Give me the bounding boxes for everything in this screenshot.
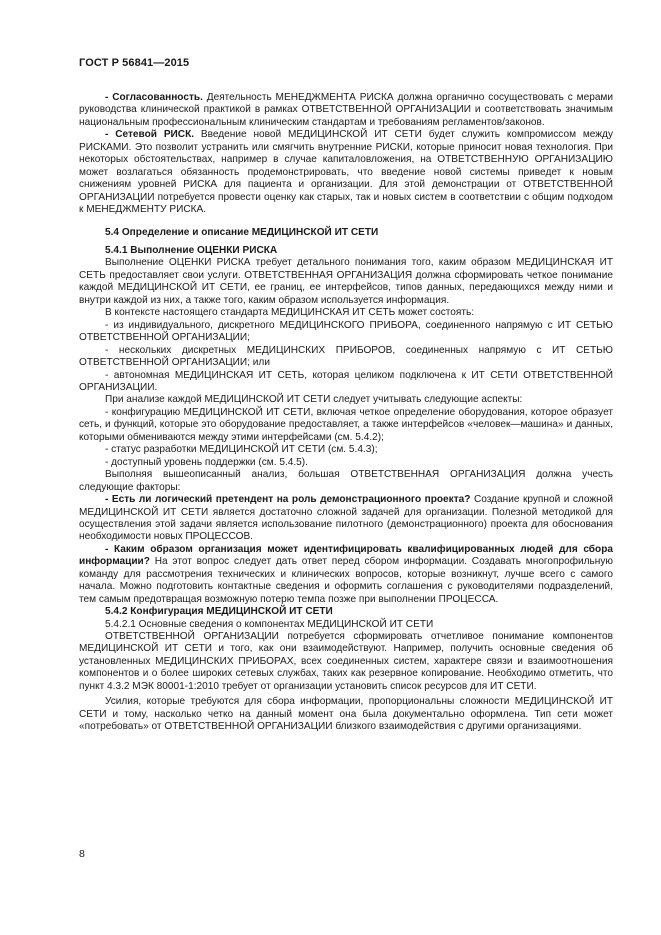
document-header: ГОСТ Р 56841—2015: [79, 57, 190, 69]
paragraph: В контексте настоящего стандарта МЕДИЦИНСКАЯ ИТ СЕТЬ может состоять:: [105, 307, 475, 319]
section-heading-5-4-2-1: 5.4.2.1 Основные сведения о компонентах МЕДИЦИНСКОЙ ИТ СЕТИ: [105, 618, 434, 630]
paragraph: ОТВЕТСТВЕННОЙ ОРГАНИЗАЦИИ потребуется сформировать отчетливое понимание компонентов МЕДИЦИНСКОЙ ИТ СЕТИ и того, как они взаимодействуют. Например, получить основные сведения об установленных МЕДИЦИНСКИХ ПРИБОРАХ, всех соединенных систем, характере связи и взаимоотношения компонентов и о более широких сетевых службах, таких как резервное копирование. Необходимо отметить, что пункт 4.3.2 МЭК 80001-1:2010 требует от организации установить список ресурсов для ИТ СЕТИ.: [79, 631, 613, 692]
list-item: [79, 494, 613, 544]
paragraph-text: На этот вопрос следует дать ответ перед сбором информации. Создавать многопрофильную команду для рассмотрения технических и клинических вопросов, которые возникнут, лучше всего с самого начала. Можно подготовить контактные сведения и оформить соглашения с руководителями подразделений, тем самым предотвращая возможную потерю темпа позже при выполнении ПРОЦЕССА.: [79, 556, 613, 605]
paragraph: При анализе каждой МЕДИЦИНСКОЙ ИТ СЕТИ следует учитывать следующие аспекты:: [105, 394, 523, 406]
list-item: - статус разработки МЕДИЦИНСКОЙ ИТ СЕТИ (см. 5.4.3);: [105, 444, 378, 456]
page-number: 8: [79, 848, 85, 860]
paragraph-lead: - Согласованность.: [105, 92, 203, 103]
list-item: - нескольких дискретных МЕДИЦИНСКИХ ПРИБОРОВ, соединенных напрямую с ИТ СЕТЬЮ ОТВЕТСТВЕННОЙ ОРГАНИЗАЦИИ; или: [79, 344, 613, 369]
paragraph-text: Создание крупной и сложной МЕДИЦИНСКОЙ ИТ СЕТИ является достаточно сложной задачей для организации. Полезной методикой для осуществления этой задачи является использование пилотного (демонстрационного) проекта для обоснования необходимости новых ПРОЦЕССОВ.: [79, 494, 613, 543]
list-item: [79, 544, 613, 606]
list-item: - доступный уровень поддержки (см. 5.4.5).: [105, 456, 308, 468]
paragraph-network-risk: [79, 129, 613, 216]
paragraph-lead: - Сетевой РИСК.: [105, 129, 195, 141]
list-item: - автономная МЕДИЦИНСКАЯ ИТ СЕТЬ, которая целиком подключена к ИТ СЕТИ ОТВЕТСТВЕННОЙ ОРГАНИЗАЦИИ.: [79, 369, 613, 393]
paragraph-lead: - Каким образом организация может идентифицировать квалифицированных людей для сбора информации?: [79, 543, 613, 568]
paragraph-lead: - Есть ли логический претендент на роль демонстрационного проекта?: [105, 494, 471, 506]
paragraph-consistency: [79, 92, 613, 129]
section-heading-5-4-2: 5.4.2 Конфигурация МЕДИЦИНСКОЙ ИТ СЕТИ: [105, 606, 333, 618]
paragraph: Усилия, которые требуются для сбора информации, пропорциональны сложности МЕДИЦИНСКОЙ ИТ СЕТИ и тому, насколько четко на данный момент она была документально оформлена. Тип сети может «потребовать» от ОТВЕТСТВЕННОЙ ОРГАНИЗАЦИИ близкого взаимодействия с другими организациями.: [79, 696, 613, 733]
list-item: - из индивидуального, дискретного МЕДИЦИНСКОГО ПРИБОРА, соединенного напрямую с ИТ СЕТЬЮ ОТВЕТСТВЕННОЙ ОРГАНИЗАЦИИ;: [79, 319, 613, 344]
section-heading-5-4-1: 5.4.1 Выполнение ОЦЕНКИ РИСКА: [105, 244, 278, 256]
section-heading-5-4: 5.4 Определение и описание МЕДИЦИНСКОЙ ИТ СЕТИ: [105, 226, 379, 238]
paragraph-text: Введение новой МЕДИЦИНСКОЙ ИТ СЕТИ будет служить компромиссом между РИСКАМИ. Это позволит устранить или смягчить внутренние РИСКИ, которые приносит новая технология. При некоторых обстоятельствах, например в случае капиталовложения, на ОТВЕТСТВЕННУЮ ОРГАНИЗАЦИЮ может возлагаться обязанность продемонстрировать, что введение новой системы приведет к новым снижениям уровней РИСКА для пациента и организации. Для этой демонстрации от ОТВЕТСТВЕННОЙ ОРГАНИЗАЦИИ потребуется провести оценку как старых, так и новых систем в соответствии с общим подходом к МЕНЕДЖМЕНТУ РИСКА.: [79, 129, 613, 216]
document-body: [79, 92, 613, 734]
paragraph-text: Деятельность МЕНЕДЖМЕНТА РИСКА должна органично сосуществовать с мерами руководства клинической практикой в рамках ОТВЕТСТВЕННОЙ ОРГАНИЗАЦИИ и соответствовать значимым национальным профессиональным клиническим стандартам и требованиям регламентов/законов.: [79, 92, 614, 128]
paragraph: Выполнение ОЦЕНКИ РИСКА требует детального понимания того, каким образом МЕДИЦИНСКАЯ ИТ СЕТЬ предоставляет свои услуги. ОТВЕТСТВЕННАЯ ОРГАНИЗАЦИЯ должна сформировать четкое понимание каждой МЕДИЦИНСКОЙ ИТ СЕТИ, ее границ, ее интерфейсов, типов данных, передающихся между ними и внутри каждой из них, а также того, каким образом используется информация.: [79, 257, 613, 306]
list-item: - конфигурацию МЕДИЦИНСКОЙ ИТ СЕТИ, включая четкое определение оборудования, которое образует сеть, и функций, которые это оборудование предоставляет, а также интерфейсов «человек—машина» и данных, которыми обмениваются между этими интерфейсами (см. 5.4.2);: [79, 406, 613, 443]
paragraph: Выполняя вышеописанный анализ, большая ОТВЕТСТВЕННАЯ ОРГАНИЗАЦИЯ должна учесть следующие факторы:: [79, 469, 613, 493]
